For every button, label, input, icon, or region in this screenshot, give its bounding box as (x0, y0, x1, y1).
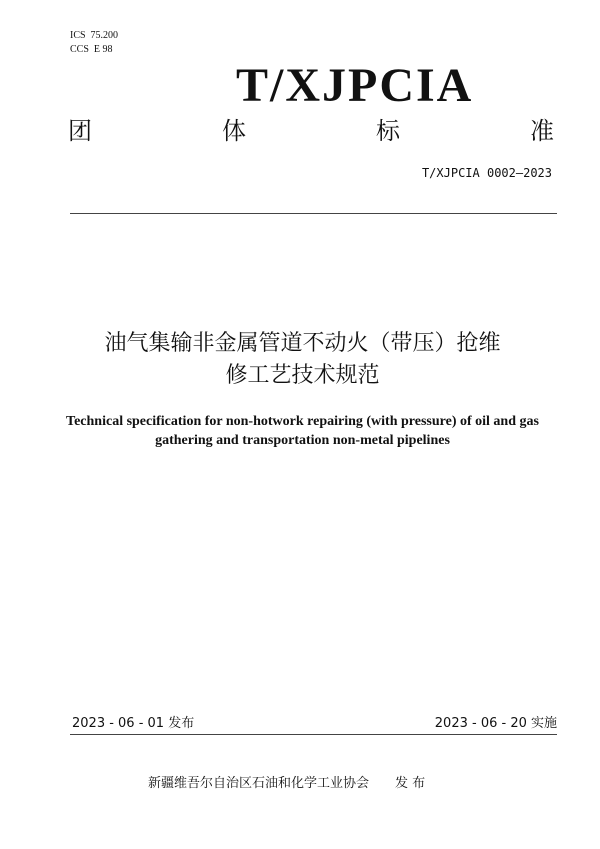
standard-type-char: 体 (222, 117, 246, 145)
ccs-code: CCS E 98 (70, 44, 113, 55)
top-divider (70, 213, 557, 214)
publish-action: 发 布 (395, 776, 426, 791)
english-title-line: Technical specification for non-hotwork repairing (with pressure) of oil and gas (66, 414, 539, 429)
publish-date: 2023 - 06 - 01 发布 (72, 716, 195, 731)
organization-logo: T/XJPCIA (236, 59, 474, 112)
ics-code: ICS 75.200 (70, 30, 119, 41)
english-title (50, 412, 555, 450)
publisher-line (148, 775, 568, 793)
publisher-name: 新疆维吾尔自治区石油和化学工业协会 (148, 776, 370, 791)
standard-type-char: 团 (68, 117, 92, 145)
standard-type (68, 116, 554, 146)
chinese-title-line: 修工艺技术规范 (225, 363, 380, 388)
standard-type-char: 标 (376, 117, 400, 145)
implement-date: 2023 - 06 - 20 实施 (434, 716, 557, 731)
bottom-divider (70, 734, 557, 735)
standard-number: T/XJPCIA 0002—2023 (421, 166, 552, 180)
chinese-title (40, 328, 565, 392)
standard-type-char: 准 (530, 117, 554, 145)
chinese-title-line: 油气集输非金属管道不动火（带压）抢维 (104, 331, 501, 356)
english-title-line: gathering and transportation non-metal pipelines (155, 433, 450, 448)
